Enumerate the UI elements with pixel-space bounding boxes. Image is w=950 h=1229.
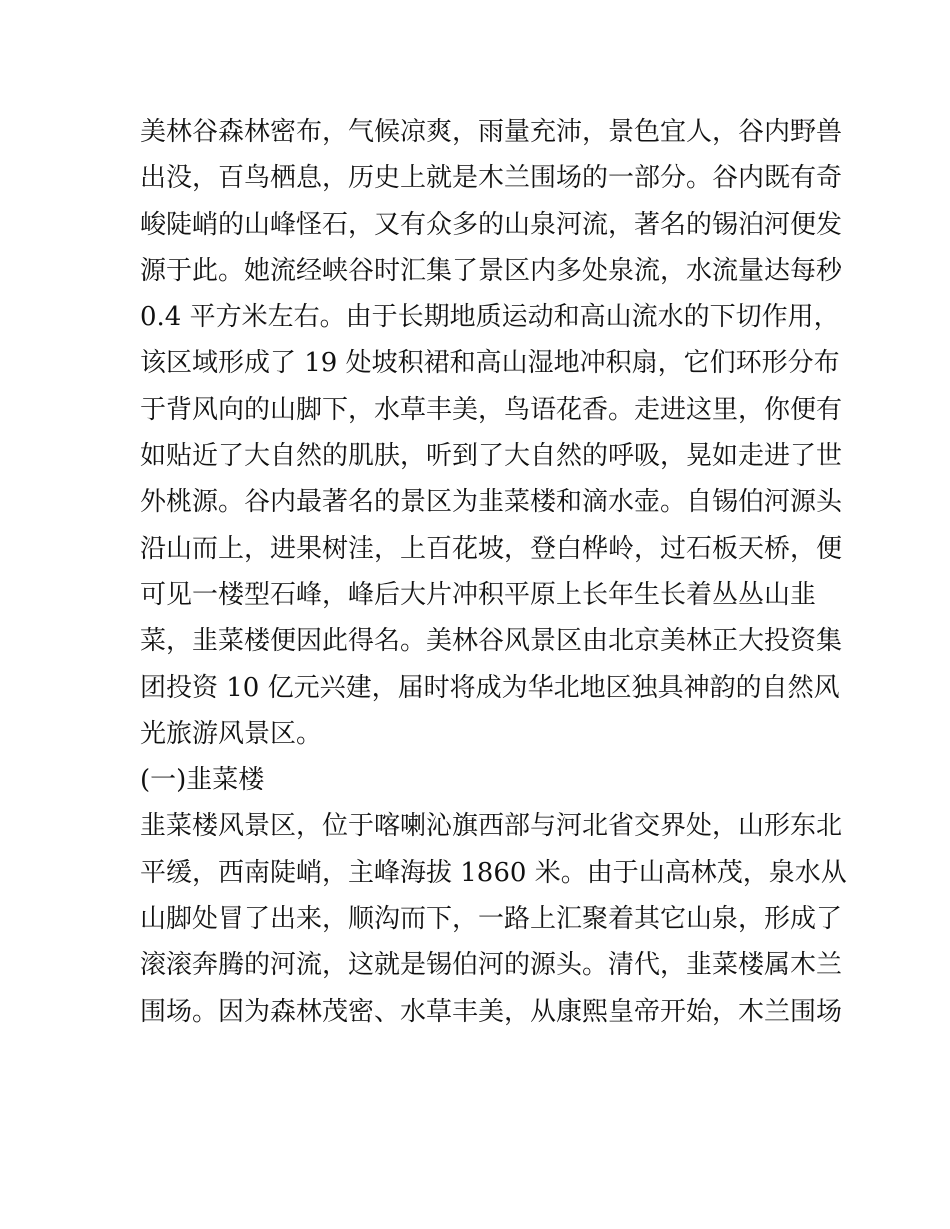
text-line: 光旅游风景区。 bbox=[140, 718, 323, 749]
text-line: 团投资 10 亿元兴建，届时将成为华北地区独具神韵的自然风 bbox=[140, 672, 840, 703]
text-line: 出没，百鸟栖息，历史上就是木兰围场的一部分。谷内既有奇 bbox=[140, 163, 843, 194]
text-line: 可见一楼型石峰，峰后大片冲积平原上长年生长着丛丛山韭 bbox=[140, 579, 817, 610]
text-line: 外桃源。谷内最著名的景区为韭菜楼和滴水壶。自锡伯河源头 bbox=[140, 487, 843, 518]
paragraph-1 bbox=[140, 109, 843, 757]
text-line: 于背风向的山脚下，水草丰美，鸟语花香。走进这里，你便有 bbox=[140, 394, 843, 425]
text-line: 沿山而上，进果树洼，上百花坡，登白桦岭，过石板天桥，便 bbox=[140, 533, 843, 564]
text-line: 菜，韭菜楼便因此得名。美林谷风景区由北京美林正大投资集 bbox=[140, 626, 843, 657]
text-line: 峻陡峭的山峰怪石，又有众多的山泉河流，著名的锡泊河便发 bbox=[140, 209, 843, 240]
text-line: 该区域形成了 19 处坡积裙和高山湿地冲积扇，它们环形分布 bbox=[140, 348, 840, 379]
text-line: 0.4 平方米左右。由于长期地质运动和高山流水的下切作用， bbox=[140, 302, 840, 333]
text-line: 美林谷森林密布，气候凉爽，雨量充沛，景色宜人，谷内野兽 bbox=[140, 117, 843, 147]
text-line: 韭菜楼风景区，位于喀喇沁旗西部与河北省交界处，山形东北 bbox=[140, 811, 843, 842]
text-line: 如贴近了大自然的肌肤，听到了大自然的呼吸，晃如走进了世 bbox=[140, 441, 843, 472]
section-heading: (一)韭菜楼 bbox=[140, 765, 265, 796]
paragraph-2 bbox=[140, 803, 847, 1034]
text-line: 平缓，西南陡峭，主峰海拔 1860 米。由于山高林茂，泉水从 bbox=[140, 857, 847, 888]
text-line: 围场。因为森林茂密、水草丰美，从康熙皇帝开始，木兰围场 bbox=[140, 996, 843, 1027]
text-line: 滚滚奔腾的河流，这就是锡伯河的源头。清代，韭菜楼属木兰 bbox=[140, 950, 843, 981]
body-text bbox=[140, 109, 847, 1035]
text-line: 源于此。她流经峡谷时汇集了景区内多处泉流，水流量达每秒 bbox=[140, 255, 843, 286]
text-line: 山脚处冒了出来，顺沟而下，一路上汇聚着其它山泉，形成了 bbox=[140, 904, 843, 935]
